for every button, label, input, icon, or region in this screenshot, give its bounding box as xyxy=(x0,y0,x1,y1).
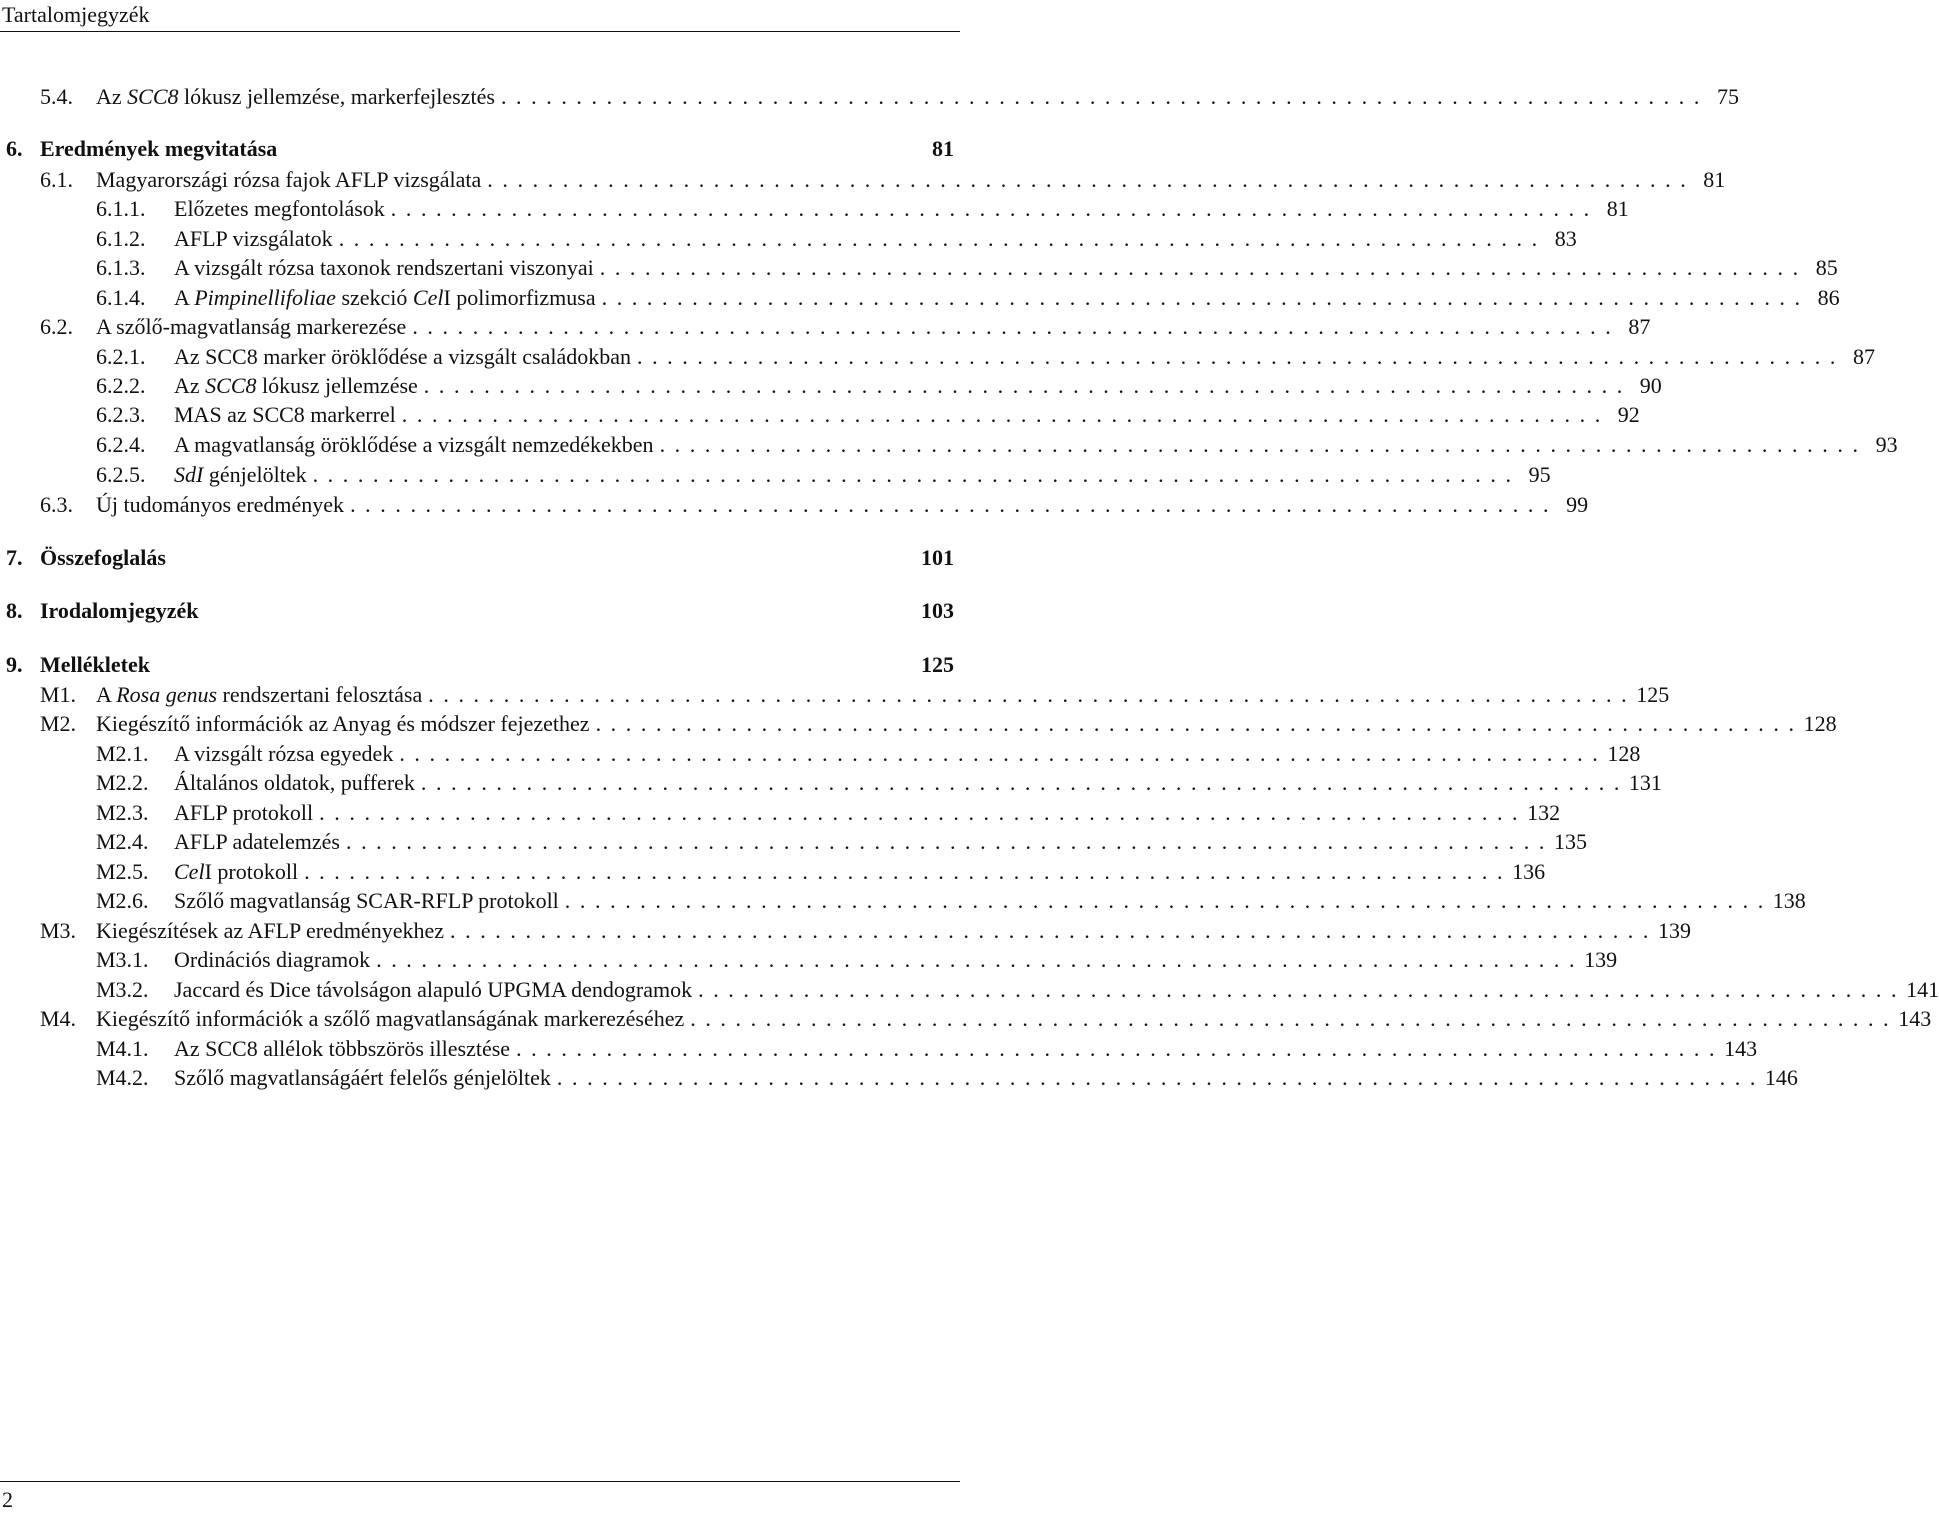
footer-rule xyxy=(0,1481,960,1482)
toc-entry-page: 90 xyxy=(1639,373,1662,398)
toc-entry-title-part: AFLP adatelemzés xyxy=(174,829,340,854)
toc-entry-title xyxy=(174,342,631,372)
toc-entry-title-part: Cel xyxy=(174,859,205,884)
toc-entry-title-part: Általános oldatok, pufferek xyxy=(174,770,415,795)
toc-entry-page: 131 xyxy=(1628,770,1662,795)
toc-entry[interactable] xyxy=(0,543,960,573)
toc-entry[interactable] xyxy=(0,430,1898,460)
toc-entry-page: 139 xyxy=(1584,947,1618,972)
toc-entry-title-part: Szőlő magvatlanságáért felelős génjelöltek xyxy=(174,1065,551,1090)
toc-entry-title xyxy=(174,224,333,254)
toc-entry-number: 6.2.3. xyxy=(96,402,146,427)
toc-entry-title-part: Pimpinellifoliae xyxy=(194,285,336,310)
toc-entry-number: M2.1. xyxy=(96,741,149,766)
toc-entry-page: 136 xyxy=(1512,859,1546,884)
toc-entry-title-part: Rosa genus xyxy=(116,682,218,707)
toc-entry-title xyxy=(174,945,370,975)
toc-entry-title-part: Az SCC8 allélok többszörös illesztése xyxy=(174,1036,511,1061)
toc-entry-number: 6.2.5. xyxy=(96,462,146,487)
toc-entry-title xyxy=(96,165,481,195)
toc-entry-page: 135 xyxy=(1553,829,1587,854)
toc-entry-page: 141 xyxy=(1906,977,1939,1002)
leader-dots: ................................................................................ xyxy=(319,800,1528,825)
toc-entry-page: 75 xyxy=(1716,84,1739,109)
toc-entry[interactable] xyxy=(0,342,1875,372)
toc-entry-title xyxy=(40,134,924,164)
toc-entry-title-part: lókusz jellemzése xyxy=(256,373,418,398)
toc-entry-page: 81 xyxy=(932,136,954,161)
toc-entry-title xyxy=(96,490,344,520)
toc-entry-title xyxy=(174,430,654,460)
toc-entry-number: 6.1.4. xyxy=(96,285,146,310)
toc-entry[interactable] xyxy=(0,680,1670,710)
toc-entry-title-part: Cel xyxy=(412,285,444,310)
toc-entry[interactable] xyxy=(0,945,1618,975)
toc-entry-title xyxy=(96,1004,684,1034)
toc-entry-title xyxy=(174,371,418,401)
toc-entry-page: 132 xyxy=(1527,800,1561,825)
toc-entry[interactable] xyxy=(0,1063,1798,1093)
toc-entry-page: 95 xyxy=(1528,462,1551,487)
leader-dots: ................................................................................ xyxy=(636,344,1845,369)
toc-entry[interactable] xyxy=(0,650,960,680)
running-header xyxy=(0,0,960,32)
toc-entry-title xyxy=(174,798,313,828)
toc-entry-page: 139 xyxy=(1658,918,1691,943)
toc-entry-title-part: Az SCC8 marker öröklődése a vizsgált családokban xyxy=(174,344,631,369)
leader-dots: ................................................................................ xyxy=(304,859,1513,884)
toc-entry-title xyxy=(174,1034,510,1064)
toc-entry[interactable] xyxy=(0,194,1629,224)
toc-entry-title-part: Magyarországi rózsa fajok AFLP vizsgálata xyxy=(96,167,482,192)
leader-dots: ................................................................................ xyxy=(401,402,1610,427)
toc-entry-number: M2.6. xyxy=(96,888,149,913)
toc-entry-title xyxy=(174,827,340,857)
toc-entry-title-part: lókusz jellemzése, markerfejlesztés xyxy=(178,84,495,109)
toc-entry[interactable] xyxy=(0,886,1806,916)
leader-dots: ................................................................................ xyxy=(420,770,1629,795)
toc-entry-number: M2.3. xyxy=(96,800,149,825)
toc-entry-number: 6.2. xyxy=(40,314,73,339)
toc-entry-number: 8. xyxy=(6,598,23,623)
leader-dots: ................................................................................ xyxy=(601,285,1810,310)
leader-dots: ................................................................................ xyxy=(698,977,1907,1002)
toc-entry-number: 5.4. xyxy=(40,84,73,109)
leader-dots: ................................................................................ xyxy=(350,492,1559,517)
toc-entry-page: 81 xyxy=(1703,167,1726,192)
toc-entry-title-part: Eredmények megvitatása xyxy=(40,136,278,161)
toc-entry-page: 85 xyxy=(1815,255,1838,280)
toc-entry[interactable] xyxy=(0,709,1837,739)
toc-entry-page: 128 xyxy=(1803,711,1837,736)
toc-entry-title xyxy=(40,650,921,680)
toc-entry-title-part: rendszertani felosztása xyxy=(217,682,423,707)
toc-entry-page: 92 xyxy=(1617,402,1640,427)
toc-entry-title-part: Az xyxy=(96,84,128,109)
toc-entry-title-part: A szőlő-magvatlanság markerezése xyxy=(96,314,407,339)
toc-entry-title-part: A magvatlanság öröklődése a vizsgált nemzedékekben xyxy=(174,432,654,457)
toc-entry-number: 7. xyxy=(6,545,23,570)
toc-entry-page: 138 xyxy=(1772,888,1806,913)
toc-entry-title xyxy=(174,768,415,798)
toc-entry-title-part: AFLP vizsgálatok xyxy=(174,226,333,251)
toc-entry-title xyxy=(96,312,406,342)
toc-entry[interactable] xyxy=(0,224,1577,254)
toc-entry-number: M3.1. xyxy=(96,947,149,972)
toc-entry-page: 86 xyxy=(1817,285,1840,310)
toc-entry-title-part: Összefoglalás xyxy=(40,545,166,570)
toc-entry-number: M3. xyxy=(40,918,77,943)
leader-dots: ................................................................................ xyxy=(556,1065,1765,1090)
toc-entry-title-part: Kiegészítések az AFLP eredményekhez xyxy=(96,918,444,943)
toc-entry-page: 143 xyxy=(1898,1006,1932,1031)
leader-dots: ................................................................................ xyxy=(690,1006,1899,1031)
leader-dots: ................................................................................ xyxy=(500,84,1709,109)
toc-entry-title xyxy=(40,543,921,573)
toc-entry-title xyxy=(174,739,393,769)
toc-entry-title-part: Új tudományos eredmények xyxy=(96,492,345,517)
toc-entry-title-part: szekció xyxy=(335,285,413,310)
toc-entry[interactable] xyxy=(0,283,1840,313)
toc-entry[interactable] xyxy=(0,857,1546,887)
toc-entry-number: 6.3. xyxy=(40,492,73,517)
toc-entry-title-part: Mellékletek xyxy=(40,652,150,677)
toc-entry[interactable] xyxy=(0,596,960,626)
toc-entry-number: 6.2.2. xyxy=(96,373,146,398)
leader-dots: ................................................................................ xyxy=(564,888,1773,913)
toc-entry-number: M2. xyxy=(40,711,77,736)
toc-entry-page: 143 xyxy=(1724,1036,1758,1061)
toc-entry[interactable] xyxy=(0,490,1589,520)
toc-entry-number: M4.1. xyxy=(96,1036,149,1061)
toc-entry[interactable] xyxy=(0,371,1662,401)
toc-entry-number: M1. xyxy=(40,682,77,707)
toc-entry[interactable] xyxy=(0,768,1662,798)
leader-dots: ................................................................................ xyxy=(450,918,1658,943)
toc-entry-title xyxy=(174,283,596,313)
toc-entry-title-part: SCC8 xyxy=(127,84,179,109)
toc-entry-title xyxy=(96,680,422,710)
toc-entry[interactable] xyxy=(0,312,1651,342)
toc-entry-title-part: Az xyxy=(174,373,206,398)
toc-entry[interactable] xyxy=(0,798,1561,828)
toc-entry-title xyxy=(96,916,444,946)
toc-entry-number: M2.4. xyxy=(96,829,149,854)
toc-entry-title-part: I polimorfizmusa xyxy=(443,285,596,310)
toc-entry-title xyxy=(174,253,594,283)
toc-entry[interactable] xyxy=(0,1034,1758,1064)
toc-entry-page: 87 xyxy=(1852,344,1875,369)
toc-entry-title-part: Kiegészítő információk a szőlő magvatlanságának markerezéséhez xyxy=(96,1006,685,1031)
toc-entry-title-part: A vizsgált rózsa taxonok rendszertani viszonyai xyxy=(174,255,594,280)
header-title: Tartalomjegyzék xyxy=(2,2,150,27)
toc-entry-page: 146 xyxy=(1764,1065,1798,1090)
toc-entry-title xyxy=(174,400,396,430)
toc-entry[interactable] xyxy=(0,253,1838,283)
toc-entry-number: M2.5. xyxy=(96,859,149,884)
toc-entry[interactable] xyxy=(0,165,1726,195)
toc-entry[interactable] xyxy=(0,82,1739,112)
header-rule xyxy=(0,31,960,32)
toc-entry-number: M3.2. xyxy=(96,977,149,1002)
toc-entry-page: 125 xyxy=(1636,682,1670,707)
leader-dots: ................................................................................ xyxy=(399,741,1608,766)
toc-entry-title-part: SCC8 xyxy=(205,373,257,398)
toc-entry-number: 9. xyxy=(6,652,23,677)
toc-entry-title-part: A xyxy=(174,285,195,310)
toc-entry-title xyxy=(96,82,495,112)
page-number: 2 xyxy=(2,1487,13,1512)
toc-entry-page: 103 xyxy=(921,598,954,623)
toc-entry[interactable] xyxy=(0,975,1939,1005)
leader-dots: ................................................................................ xyxy=(376,947,1585,972)
toc-entry[interactable] xyxy=(0,134,960,164)
toc-entry-number: 6.1.3. xyxy=(96,255,146,280)
toc-entry-title-part: génjelöltek xyxy=(203,462,307,487)
toc-entry-page: 81 xyxy=(1606,196,1629,221)
toc-entry[interactable] xyxy=(0,739,1641,769)
toc-entry-page: 101 xyxy=(921,545,954,570)
toc-entry-number: 6.1.2. xyxy=(96,226,146,251)
toc-entry-title-part: A vizsgált rózsa egyedek xyxy=(174,741,394,766)
toc-entry[interactable] xyxy=(0,460,1551,490)
toc-entry-page: 87 xyxy=(1628,314,1651,339)
toc-entry-title-part: Kiegészítő információk az Anyag és módszer fejezethez xyxy=(96,711,590,736)
toc-entry-page: 99 xyxy=(1566,492,1589,517)
toc-entry-title xyxy=(174,886,559,916)
toc-entry-number: M4. xyxy=(40,1006,77,1031)
toc-entry-title-part: Irodalomjegyzék xyxy=(40,598,199,623)
leader-dots: ................................................................................ xyxy=(345,829,1554,854)
leader-dots: ................................................................................ xyxy=(338,226,1547,251)
toc-entry[interactable] xyxy=(0,827,1587,857)
toc-entry[interactable] xyxy=(0,1004,1932,1034)
toc-entry-title-part: SdI xyxy=(174,462,204,487)
leader-dots: ................................................................................ xyxy=(487,167,1696,192)
toc-entry-title-part: A xyxy=(96,682,117,707)
toc-entry-title-part: Előzetes megfontolások xyxy=(174,196,385,221)
leader-dots: ................................................................................ xyxy=(390,196,1599,221)
toc-entry[interactable] xyxy=(0,916,1691,946)
toc-entry-page: 83 xyxy=(1554,226,1577,251)
leader-dots: ................................................................................ xyxy=(659,432,1868,457)
toc-entry-number: 6.2.1. xyxy=(96,344,146,369)
toc-entry-page: 93 xyxy=(1875,432,1898,457)
leader-dots: ................................................................................ xyxy=(595,711,1804,736)
toc-entry-title xyxy=(174,460,307,490)
toc-entry-number: 6.1. xyxy=(40,167,73,192)
toc-entry-title-part: MAS az SCC8 markerrel xyxy=(174,402,396,427)
leader-dots: ................................................................................ xyxy=(516,1036,1725,1061)
toc-entry[interactable] xyxy=(0,400,1640,430)
toc-entry-title-part: AFLP protokoll xyxy=(174,800,314,825)
toc-entry-title-part: Szőlő magvatlanság SCAR-RFLP protokoll xyxy=(174,888,559,913)
toc-entry-page: 128 xyxy=(1607,741,1641,766)
toc-entry-title-part: Ordinációs diagramok xyxy=(174,947,371,972)
leader-dots: ................................................................................ xyxy=(412,314,1621,339)
leader-dots: ................................................................................ xyxy=(428,682,1637,707)
toc-entry-title xyxy=(174,1063,551,1093)
toc-entry-title xyxy=(40,596,921,626)
leader-dots: ................................................................................ xyxy=(423,373,1632,398)
toc-entry-number: M2.2. xyxy=(96,770,149,795)
toc-entry-title xyxy=(174,975,692,1005)
toc-entry-title xyxy=(174,194,385,224)
toc-entry-title xyxy=(96,709,590,739)
toc-entry-number: M4.2. xyxy=(96,1065,149,1090)
toc-entry-title xyxy=(174,857,298,887)
toc-entry-title-part: I protokoll xyxy=(204,859,299,884)
leader-dots: ................................................................................ xyxy=(599,255,1808,280)
toc-entry-title-part: Jaccard és Dice távolságon alapuló UPGMA dendogramok xyxy=(174,977,693,1002)
leader-dots: ................................................................................ xyxy=(312,462,1521,487)
toc-entry-number: 6.2.4. xyxy=(96,432,146,457)
toc-entry-page: 125 xyxy=(921,652,954,677)
toc-entry-number: 6.1.1. xyxy=(96,196,146,221)
toc-entry-number: 6. xyxy=(6,136,23,161)
